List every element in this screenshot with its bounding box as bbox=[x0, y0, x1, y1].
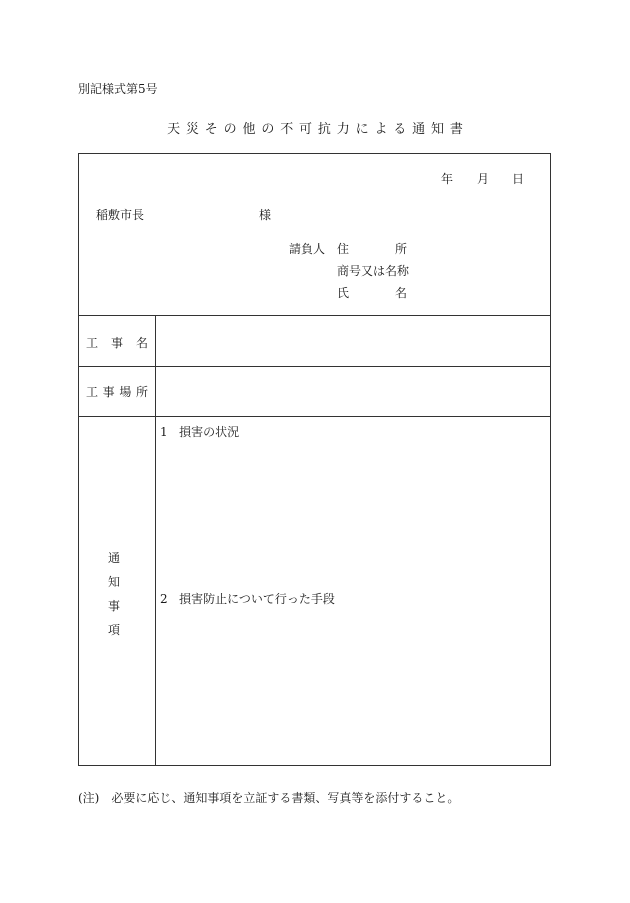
form-number: 別記様式第5号 bbox=[78, 82, 158, 96]
damage-status-item bbox=[160, 423, 239, 440]
addressee-name: 稲敷市長 bbox=[96, 208, 145, 222]
prevention-measures-item bbox=[160, 590, 335, 607]
date-month: 月 bbox=[477, 172, 490, 186]
notice-label-char: 項 bbox=[108, 623, 121, 637]
contractor-address-label: 住所 bbox=[337, 242, 407, 256]
work-name-label: 工事名 bbox=[86, 336, 148, 350]
notice-label-char: 知 bbox=[108, 575, 121, 589]
notice-label-char: 事 bbox=[108, 599, 121, 613]
item-label: 損害の状況 bbox=[179, 425, 240, 439]
date-day: 日 bbox=[512, 172, 525, 186]
work-place-label: 工事場所 bbox=[86, 385, 148, 399]
notice-label-char: 通 bbox=[108, 551, 121, 565]
divider-header bbox=[79, 315, 550, 316]
footnote: (注) 必要に応じ、通知事項を立証する書類、写真等を添付すること。 bbox=[78, 791, 460, 805]
contractor-name-label: 氏名 bbox=[337, 286, 407, 300]
date-year: 年 bbox=[441, 172, 454, 186]
label-column-divider bbox=[155, 315, 156, 766]
item-label: 損害防止について行った手段 bbox=[179, 592, 335, 606]
contractor-label: 請負人 bbox=[289, 242, 326, 256]
divider-work-name bbox=[79, 366, 550, 367]
divider-work-place bbox=[79, 416, 550, 417]
document-title: 天災その他の不可抗力による通知書 bbox=[167, 122, 469, 137]
addressee-honorific: 様 bbox=[259, 208, 272, 222]
item-number: 2 bbox=[160, 592, 168, 606]
contractor-company-label: 商号又は名称 bbox=[337, 264, 410, 278]
item-number: 1 bbox=[160, 425, 168, 439]
